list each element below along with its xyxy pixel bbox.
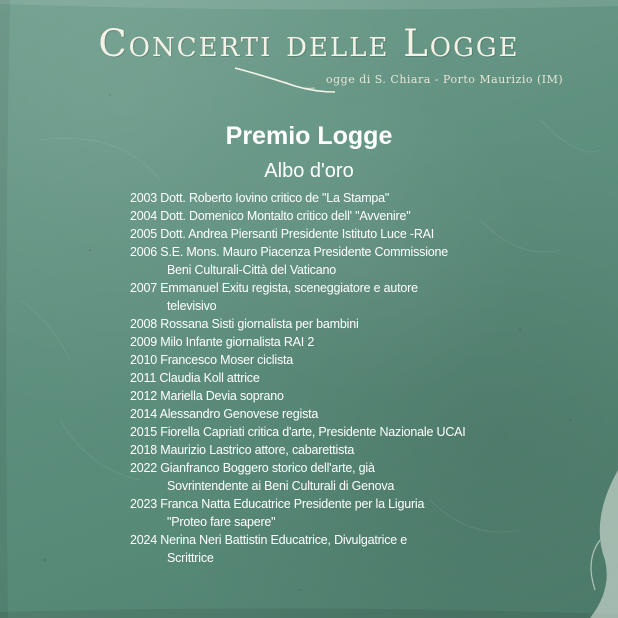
winner-entry: 2010 Francesco Moser ciclista bbox=[130, 353, 294, 367]
award-title: Premio Logge bbox=[225, 122, 393, 150]
winner-entry: 2007 Emmanuel Exitu regista, sceneggiatore e autore bbox=[130, 281, 418, 295]
winner-entry-continuation: Beni Culturali-Città del Vaticano bbox=[167, 263, 336, 277]
winner-entry: 2023 Franca Natta Educatrice Presidente per la Liguria bbox=[130, 497, 425, 511]
award-subtitle: Albo d'oro bbox=[264, 160, 354, 182]
winner-entry-continuation: "Proteo fare sapere" bbox=[167, 515, 276, 529]
winner-entry: 2005 Dott. Andrea Piersanti Presidente Istituto Luce -RAI bbox=[130, 227, 435, 241]
brand-logo-title: Concerti delle Logge bbox=[98, 22, 520, 65]
winner-entry: 2006 S.E. Mons. Mauro Piacenza Presidente Commissione bbox=[130, 245, 449, 259]
winner-entry: 2011 Claudia Koll attrice bbox=[130, 371, 260, 385]
winner-entry: 2014 Alessandro Genovese regista bbox=[130, 407, 319, 421]
winner-entry: 2009 Milo Infante giornalista RAI 2 bbox=[130, 335, 315, 349]
winner-entry-continuation: Sovrintendente ai Beni Culturali di Genova bbox=[167, 479, 395, 493]
winner-entry-continuation: Scrittrice bbox=[167, 551, 214, 565]
winner-entry: 2003 Dott. Roberto Iovino critico de "La Stampa" bbox=[130, 191, 390, 205]
winner-entry: 2015 Fiorella Capriati critica d'arte, Presidente Nazionale UCAI bbox=[130, 425, 466, 439]
winner-entry: 2018 Maurizio Lastrico attore, cabarettista bbox=[130, 443, 355, 457]
winner-entry: 2024 Nerina Neri Battistin Educatrice, Divulgatrice e bbox=[130, 533, 408, 547]
winner-entry: 2012 Mariella Devia soprano bbox=[130, 389, 284, 403]
winner-entry: 2022 Gianfranco Boggero storico dell'arte, già bbox=[130, 461, 375, 475]
winner-entry: 2004 Dott. Domenico Montalto critico dell' "Avvenire" bbox=[130, 209, 411, 223]
winners-list bbox=[130, 189, 600, 567]
winner-entry: 2008 Rossana Sisti giornalista per bambini bbox=[130, 317, 359, 331]
brand-location-subtitle: ogge di S. Chiara - Porto Maurizio (IM) bbox=[326, 73, 564, 86]
winner-entry-continuation: televisivo bbox=[167, 299, 217, 313]
